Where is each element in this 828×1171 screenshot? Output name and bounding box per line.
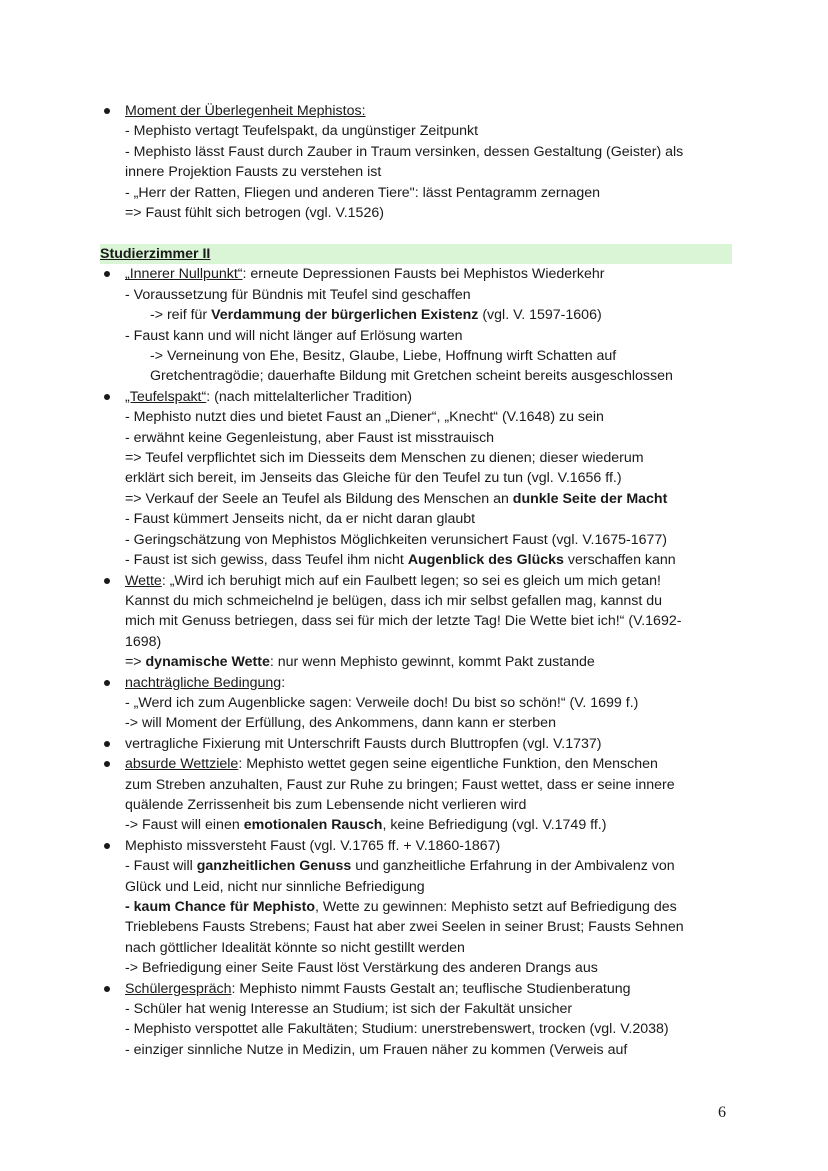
text-line: -> Verneinung von Ehe, Besitz, Glaube, Liebe, Hoffnung wirft Schatten auf [150,348,617,365]
text-run: - Faust ist sich gewiss, dass Teufel ihm nicht [125,552,408,569]
text-line [125,550,740,570]
text-line: innere Projektion Fausts zu verstehen ist [125,164,382,181]
text-line [125,815,740,835]
bullet-text: : erneute Depressionen Fausts bei Mephistos Wiederkehr [242,266,605,283]
bullet-item [100,101,740,223]
bullet-text: : [281,674,286,691]
text-line: Glück und Leid, nicht nur sinnliche Befriedigung [125,878,425,895]
text-run: : nur wenn Mephisto gewinnt, kommt Pakt zustande [269,654,595,671]
bold-term: Augenblick des Glücks [407,552,564,569]
bullet-text: : (nach mittelalterlicher Tradition) [206,388,413,405]
page-number: 6 [718,1104,726,1121]
bullet-text: Mephisto missversteht Faust (vgl. V.1765 ff. + V.1860-1867) [125,837,501,854]
text-line: quälende Zerrissenheit bis zum Lebensende nicht verlieren wird [125,796,527,813]
text-line [125,652,740,672]
bullet-text: : „Wird ich beruhigt mich auf ein Faulbett legen; so sei es gleich um mich getan! [161,572,661,589]
text-line: - Faust kümmert Jenseits nicht, da er nicht daran glaubt [125,511,476,528]
text-run: -> Faust will einen [125,817,244,834]
bullet-innerer-nullpunkt [100,264,740,386]
bullet-teufelspakt [100,387,740,571]
bullet-title: Schülergespräch [125,980,232,997]
section-studierzimmer-2 [100,244,740,1060]
text-line: - Mephisto nutzt dies und bietet Faust an „Diener“, „Knecht“ (V.1648) zu sein [125,409,604,426]
text-line: - Mephisto lässt Faust durch Zauber in Traum versinken, dessen Gestaltung (Geister) als [125,143,684,160]
text-run: (vgl. V. 1597-1606) [478,307,602,324]
bullet-text: vertragliche Fixierung mit Unterschrift Fausts durch Bluttropfen (vgl. V.1737) [125,735,602,752]
text-line: - Mephisto verspottet alle Fakultäten; Studium: unerstrebenswert, trocken (vgl. V.2038) [125,1021,669,1038]
text-line: Kannst du mich schmeichelnd je belügen, dass ich mir selbst gefallen mag, kannst du [125,592,663,609]
text-run: verschaffen kann [563,552,676,569]
text-line: 1698) [125,633,162,650]
bullet-schuelergespraech [100,979,740,1061]
text-line: Gretchentragödie; dauerhafte Bildung mit Gretchen scheint bereits ausgeschlossen [150,368,673,385]
bullet-wette [100,571,740,673]
bold-term: Verdammung der bürgerlichen Existenz [211,307,479,324]
bullet-text: : Mephisto wettet gegen seine eigentliche Funktion, den Menschen [238,756,658,773]
text-line [125,897,740,917]
text-line: - „Herr der Ratten, Fliegen und anderen Tiere": lässt Pentagramm zernagen [125,184,601,201]
text-line [125,489,740,509]
bullet-fixierung [100,734,740,754]
bullet-title: Moment der Überlegenheit Mephistos: [125,103,366,119]
bullet-title: Wette [125,572,162,589]
text-line: - Voraussetzung für Bündnis mit Teufel sind geschaffen [125,286,471,303]
text-run: und ganzheitliche Erfahrung in der Ambivalenz von [351,858,675,875]
text-run: , keine Befriedigung (vgl. V.1749 ff.) [382,817,607,834]
text-line: => Faust fühlt sich betrogen (vgl. V.1526) [125,205,384,222]
text-line: nach göttlicher Idealität könnte so nicht gestillt werden [125,939,465,956]
text-run: , Wette zu gewinnen: Mephisto setzt auf Befriedigung des [314,899,677,915]
bold-term: ganzheitlichen Genuss [196,858,352,875]
text-run: - Faust will [125,858,197,875]
bold-term: dunkle Seite der Macht [512,490,668,507]
bold-term: dynamische Wette [145,654,270,671]
section-mephisto-superiority [100,101,740,223]
text-line: - Geringschätzung von Mephistos Möglichkeiten verunsichert Faust (vgl. V.1675-1677) [125,531,668,548]
bullet-title: absurde Wettziele [125,756,239,773]
text-run: -> reif für [150,307,212,324]
text-line: - erwähnt keine Gegenleistung, aber Faust ist misstrauisch [125,429,495,446]
text-run: => Verkauf der Seele an Teufel als Bildung des Menschen an [125,490,513,507]
text-line: -> will Moment der Erfüllung, des Ankommens, dann kann er sterben [125,715,556,732]
bullet-text: : Mephisto nimmt Fausts Gestalt an; teuflische Studienberatung [231,980,631,997]
bold-term: emotionalen Rausch [243,817,383,834]
text-run: => [125,654,146,671]
bullet-absurde-wettziele [100,754,740,836]
text-line: - einziger sinnliche Nutze in Medizin, um Frauen näher zu kommen (Verweis auf [125,1041,628,1058]
text-line: - Schüler hat wenig Interesse an Studium; ist sich der Fakultät unsicher [125,1001,573,1018]
text-line: mich mit Genuss betriegen, dass sei für mich der letzte Tag! Die Wette biet ich!“ (V.1692- [125,613,682,630]
bullet-title: „Innerer Nullpunkt“ [125,266,243,283]
bullet-nachtraegliche-bedingung [100,673,740,734]
text-line: => Teufel verpflichtet sich im Diesseits dem Menschen zu dienen; dieser wiederum [125,450,644,467]
text-line: -> Befriedigung einer Seite Faust löst Verstärkung des anderen Drangs aus [125,960,598,977]
text-line: - „Werd ich zum Augenblicke sagen: Verweile doch! Du bist so schön!“ (V. 1699 f.) [125,694,639,711]
bullet-title: „Teufelspakt“ [125,388,207,405]
text-line: zum Streben anzuhalten, Faust zur Ruhe zu bringen; Faust wettet, dass er seine innere [125,776,675,793]
text-line [125,305,740,325]
section-heading: Studierzimmer II [100,244,732,264]
text-line: Trieblebens Fausts Strebens; Faust hat aber zwei Seelen in seiner Brust; Fausts Sehnen [125,919,684,936]
bullet-missversteht [100,836,740,979]
bold-term: - kaum Chance für Mephisto [125,899,315,915]
bullet-title: nachträgliche Bedingung [125,674,282,691]
text-line: erklärt sich bereit, im Jenseits das Gleiche für den Teufel zu tun (vgl. V.1656 ff.) [125,470,622,487]
text-line [125,856,740,876]
text-line: - Mephisto vertagt Teufelspakt, da ungünstiger Zeitpunkt [125,123,479,140]
text-line: - Faust kann und will nicht länger auf Erlösung warten [125,327,463,344]
